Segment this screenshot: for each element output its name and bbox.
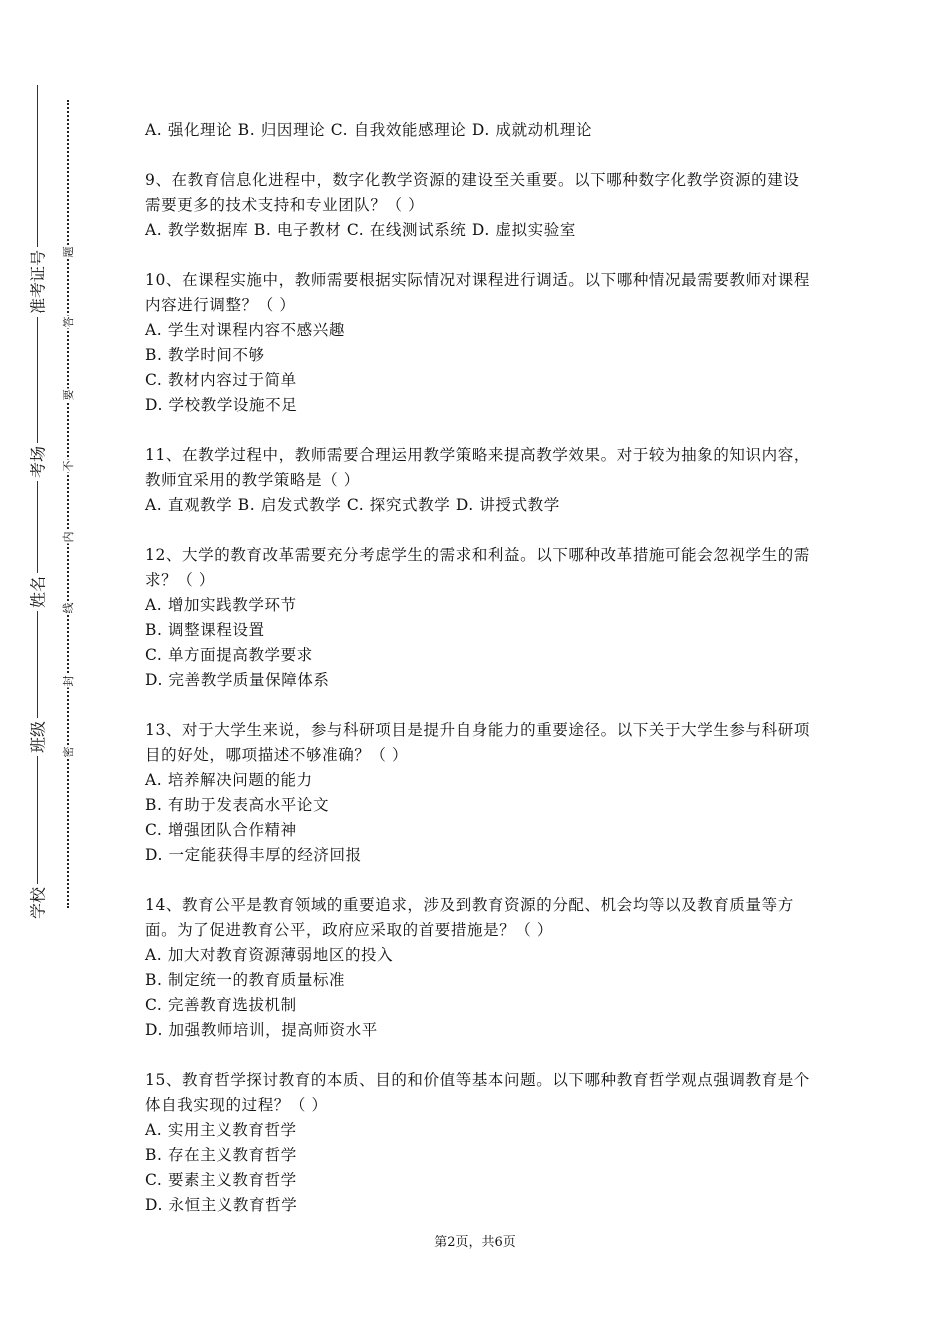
question-option: C. 增强团队合作精神	[145, 821, 297, 839]
question-option: B. 教学时间不够	[145, 346, 265, 364]
question-stem: 10、在课程实施中，教师需要根据实际情况对课程进行调适。以下哪种情况最需要教师对课程内容进行调整？（ ）	[145, 271, 810, 314]
seal-char: 内	[58, 531, 78, 544]
question-item	[145, 543, 815, 693]
exam-room-label: 考场	[26, 443, 49, 481]
question-option: B. 制定统一的教育质量标准	[145, 971, 346, 989]
question-option: C. 教材内容过于简单	[145, 371, 297, 389]
question-content	[145, 118, 815, 1218]
question-stem: 13、对于大学生来说，参与科研项目是提升自身能力的重要途径。以下关于大学生参与科研项目的好处，哪项描述不够准确？（ ）	[145, 721, 810, 764]
question-item	[145, 268, 815, 418]
question-option: B. 存在主义教育哲学	[145, 1146, 297, 1164]
question-item	[145, 1068, 815, 1218]
binding-line	[37, 85, 38, 920]
question-option: B. 有助于发表高水平论文	[145, 796, 330, 814]
seal-char: 不	[58, 460, 78, 473]
question-option: B. 调整课程设置	[145, 621, 265, 639]
question-item	[145, 168, 815, 243]
question-stem: 12、大学的教育改革需要充分考虑学生的需求和利益。以下哪种改革措施可能会忽视学生的需求？（ ）	[145, 546, 810, 589]
class-label: 班级	[26, 718, 49, 756]
question-option: C. 单方面提高教学要求	[145, 646, 313, 664]
question-item	[145, 443, 815, 518]
question-option: A. 加大对教育资源薄弱地区的投入	[145, 946, 394, 964]
question-option: A. 学生对课程内容不感兴趣	[145, 321, 345, 339]
seal-char: 密	[58, 746, 78, 759]
question-option: D. 完善教学质量保障体系	[145, 671, 330, 689]
seal-dotted-line	[67, 100, 69, 908]
question-option: A. 教学数据库 B. 电子教材 C. 在线测试系统 D. 虚拟实验室	[145, 221, 576, 239]
question-stem: 11、在教学过程中，教师需要合理运用教学策略来提高教学效果。对于较为抽象的知识内容，教师宜采用的教学策略是（ ）	[145, 446, 810, 489]
question-stem: 14、教育公平是教育领域的重要追求，涉及到教育资源的分配、机会均等以及教育质量等方面。为了促进教育公平，政府应采取的首要措施是？（ ）	[145, 896, 794, 939]
question-option: C. 要素主义教育哲学	[145, 1171, 297, 1189]
seal-char: 题	[58, 246, 78, 259]
name-label: 姓名	[26, 573, 49, 611]
question-option: D. 一定能获得丰厚的经济回报	[145, 846, 362, 864]
question-option: A. 增加实践教学环节	[145, 596, 297, 614]
question-option: C. 完善教育选拔机制	[145, 996, 297, 1014]
question-item	[145, 893, 815, 1043]
q8-options: A. 强化理论 B. 归因理论 C. 自我效能感理论 D. 成就动机理论	[145, 121, 593, 139]
question-stem: 15、教育哲学探讨教育的本质、目的和价值等基本问题。以下哪种教育哲学观点强调教育是个体自我实现的过程？（ ）	[145, 1071, 810, 1114]
question-option: D. 学校教学设施不足	[145, 396, 298, 414]
seal-char: 答	[58, 316, 78, 329]
page-footer: 第2页，共6页	[434, 1235, 516, 1250]
exam-number-label: 准考证号	[26, 247, 49, 317]
question-option: A. 培养解决问题的能力	[145, 771, 313, 789]
seal-char: 封	[58, 675, 78, 688]
seal-char: 要	[58, 389, 78, 402]
question-item	[145, 718, 815, 868]
seal-char: 线	[58, 602, 78, 615]
question-stem: 9、在教育信息化进程中，数字化教学资源的建设至关重要。以下哪种数字化教学资源的建设需要更多的技术支持和专业团队？（ ）	[145, 171, 800, 214]
school-label: 学校	[26, 884, 49, 922]
question-option: A. 实用主义教育哲学	[145, 1121, 297, 1139]
question-option: D. 加强教师培训，提高师资水平	[145, 1021, 378, 1039]
question-option: D. 永恒主义教育哲学	[145, 1196, 298, 1214]
question-option: A. 直观教学 B. 启发式教学 C. 探究式教学 D. 讲授式教学	[145, 496, 560, 514]
